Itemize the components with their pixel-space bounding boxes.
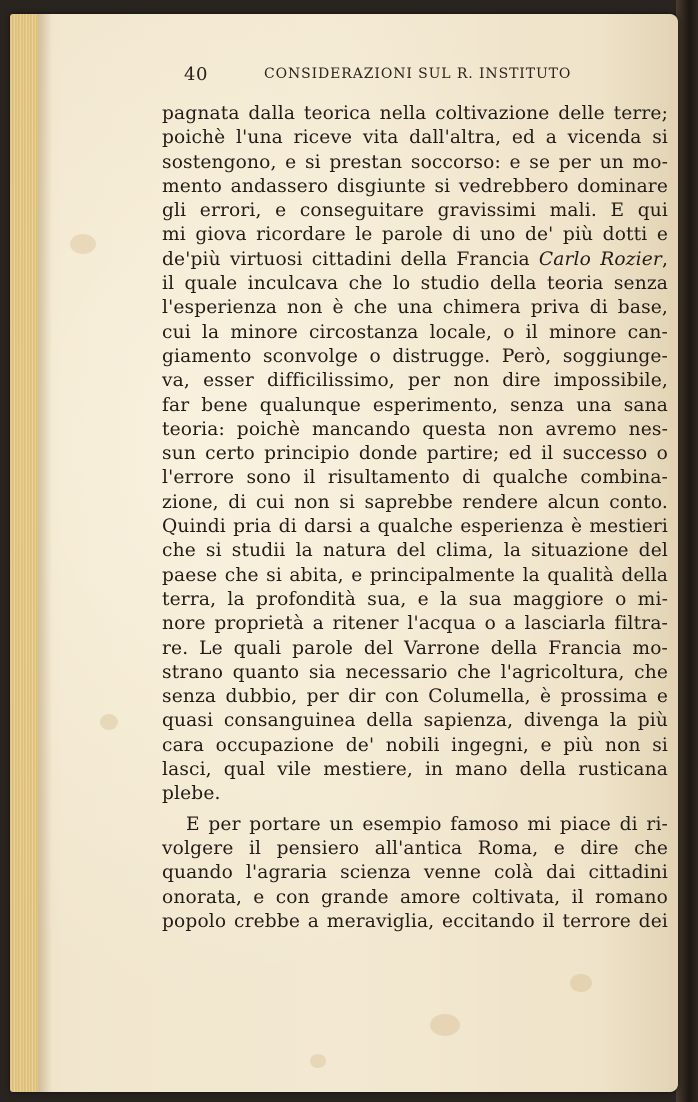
text-segment: senza dubbio, per dir con Columella, è prossima e bbox=[162, 686, 668, 708]
text-segment: onorata, e con grande amore coltivata, il romano bbox=[162, 886, 668, 908]
foxing-spot bbox=[570, 974, 592, 992]
text-segment: l'esperienza non è che una chimera priva di base, bbox=[162, 297, 668, 319]
text-line bbox=[162, 813, 668, 837]
foxing-spot bbox=[310, 1054, 326, 1068]
text-line bbox=[162, 272, 668, 296]
text-line bbox=[162, 345, 668, 369]
text-segment: nore proprietà a ritener l'acqua o a lasciarla filtra- bbox=[162, 613, 668, 635]
book-binding bbox=[676, 0, 698, 1102]
text-segment: l'errore sono il risultamento di qualche combina- bbox=[162, 467, 668, 489]
text-segment: va, esser difficilissimo, per non dire impossibile, bbox=[162, 370, 668, 392]
text-line bbox=[162, 886, 668, 910]
text-line bbox=[162, 102, 668, 126]
gilt-page-edge bbox=[10, 14, 38, 1092]
text-line bbox=[162, 612, 668, 636]
book-page bbox=[10, 14, 678, 1092]
text-segment: il quale inculcava che lo studio della teoria senza bbox=[162, 273, 668, 295]
text-line bbox=[162, 685, 668, 709]
text-segment: popolo crebbe a meraviglia, eccitando il terrore dei bbox=[162, 910, 668, 932]
text-line bbox=[162, 248, 668, 272]
text-line bbox=[162, 861, 668, 885]
text-segment: mi giova ricordare le parole di uno de' più dotti e bbox=[162, 224, 668, 246]
text-segment: mento andassero disgiunte si vedrebbero dominare bbox=[162, 175, 668, 197]
italic-name: Carlo Rozier bbox=[538, 248, 662, 270]
page-header bbox=[184, 64, 594, 88]
text-segment: cui la minore circostanza locale, o il minore can- bbox=[162, 321, 668, 343]
body-text bbox=[162, 102, 668, 934]
text-line bbox=[162, 782, 668, 806]
text-segment: E per portare un esempio famoso mi piace di ri- bbox=[186, 813, 668, 835]
text-line bbox=[162, 539, 668, 563]
text-segment: zione, di cui non si saprebbe rendere alcun conto. bbox=[162, 491, 668, 513]
foxing-spot bbox=[70, 234, 96, 254]
text-segment: , bbox=[661, 248, 668, 270]
text-line bbox=[162, 296, 668, 320]
foxing-spot bbox=[100, 714, 118, 730]
text-segment: re. Le quali parole del Varrone della Francia mo- bbox=[162, 637, 668, 659]
text-line bbox=[162, 734, 668, 758]
text-segment: che si studii la natura del clima, la situazione del bbox=[162, 540, 668, 562]
text-segment: paese che si abita, e principalmente la qualità della bbox=[162, 564, 668, 586]
text-line bbox=[162, 466, 668, 490]
text-line bbox=[162, 564, 668, 588]
text-line bbox=[162, 418, 668, 442]
text-line bbox=[162, 321, 668, 345]
text-line bbox=[162, 369, 668, 393]
text-line bbox=[162, 223, 668, 247]
text-segment: sostengono, e si prestan soccorso: e se per un mo- bbox=[162, 151, 668, 173]
text-segment: quando l'agraria scienza venne colà dai cittadini bbox=[162, 862, 668, 884]
text-line bbox=[162, 491, 668, 515]
page-number: 40 bbox=[184, 64, 209, 85]
text-line bbox=[162, 126, 668, 150]
text-line bbox=[162, 910, 668, 934]
text-segment: far bene qualunque esperimento, senza una sana bbox=[162, 394, 668, 416]
foxing-spot bbox=[430, 1014, 460, 1036]
text-line bbox=[162, 837, 668, 861]
text-segment: terra, la profondità sua, e la sua maggiore o mi- bbox=[162, 588, 668, 610]
text-line bbox=[162, 442, 668, 466]
text-line bbox=[162, 588, 668, 612]
text-line bbox=[162, 199, 668, 223]
text-line bbox=[162, 394, 668, 418]
text-segment: strano quanto sia necessario che l'agricoltura, che bbox=[162, 661, 668, 683]
text-line bbox=[162, 515, 668, 539]
text-segment: lasci, qual vile mestiere, in mano della rusticana bbox=[162, 759, 668, 781]
text-line bbox=[162, 175, 668, 199]
text-segment: de'più virtuosi cittadini della Francia bbox=[162, 248, 539, 270]
text-line bbox=[162, 661, 668, 685]
text-segment: pagnata dalla teorica nella coltivazione delle terre; bbox=[162, 103, 668, 124]
page-edge-shadow bbox=[38, 14, 52, 1092]
text-segment: poichè l'una riceve vita dall'altra, ed a vicenda si bbox=[162, 127, 668, 149]
running-head: CONSIDERAZIONI SUL R. INSTITUTO bbox=[264, 66, 572, 82]
text-segment: Quindi pria di darsi a qualche esperienza è mestieri bbox=[162, 516, 668, 538]
text-segment: quasi consanguinea della sapienza, divenga la più bbox=[162, 710, 668, 732]
text-segment: plebe. bbox=[162, 783, 221, 805]
text-segment: sun certo principio donde partire; ed il successo o bbox=[162, 443, 668, 465]
text-segment: cara occupazione de' nobili ingegni, e più non si bbox=[162, 734, 668, 756]
text-line bbox=[162, 758, 668, 782]
text-segment: teoria: poichè mancando questa non avremo nes- bbox=[162, 418, 668, 440]
text-segment: gli errori, e conseguitare gravissimi mali. E qui bbox=[162, 200, 668, 222]
text-line bbox=[162, 709, 668, 733]
text-segment: giamento sconvolge o distrugge. Però, soggiunge- bbox=[162, 345, 668, 367]
text-segment: volgere il pensiero all'antica Roma, e dire che bbox=[162, 837, 668, 859]
text-line bbox=[162, 637, 668, 661]
text-line bbox=[162, 151, 668, 175]
